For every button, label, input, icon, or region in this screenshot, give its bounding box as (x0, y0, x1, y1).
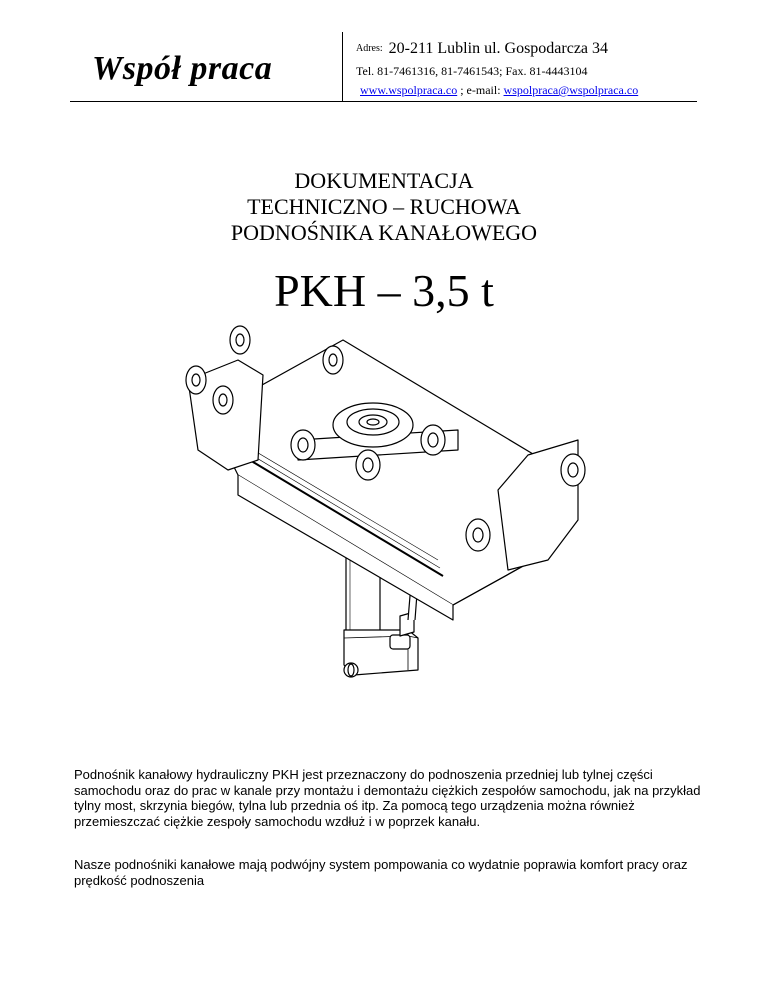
model-name: PKH – 3,5 t (274, 265, 494, 316)
contact-line (360, 83, 638, 98)
title-line-1: DOKUMENTACJA (294, 168, 474, 193)
header-horizontal-divider (70, 101, 697, 102)
address-line (356, 40, 608, 58)
company-logo: Współ praca (92, 50, 273, 87)
description-paragraph: Podnośnik kanałowy hydrauliczny PKH jest przeznaczony do podnoszenia przedniej lub tylnej części samochodu oraz do prac w kanale przy montażu i demontażu ciężkich zespołów samochodu, jak na przykład tylny most, skrzynia biegów, tylna lub przednia oś itp. Za pomocą tego urządzenia można również przemieszczać ciężkie zespoły samochodu wzdłuż i w poprzek kanału. (74, 767, 701, 829)
title-line-2: TECHNICZNO – RUCHOWA (247, 194, 521, 219)
address-label: Adres: (356, 43, 383, 54)
letterhead (70, 28, 697, 102)
header-vertical-divider (342, 32, 343, 102)
address-text: 20-211 Lublin ul. Gospodarcza 34 (388, 40, 609, 57)
jack-technical-drawing (168, 320, 608, 690)
title-line-3: PODNOŚNIKA KANAŁOWEGO (230, 220, 538, 245)
email-link[interactable]: wspolpraca@wspolpraca.co (503, 83, 639, 97)
phone-line: Tel. 81-7461316, 81-7461543; Fax. 81-4443104 (356, 64, 588, 78)
email-separator: ; e-mail: (457, 83, 504, 97)
website-link[interactable]: www.wspolpraca.co (360, 83, 458, 97)
document-title (0, 168, 768, 246)
feature-paragraph: Nasze podnośniki kanałowe mają podwójny system pompowania co wydatnie poprawia komfort pracy oraz prędkość podnoszenia (74, 857, 688, 888)
